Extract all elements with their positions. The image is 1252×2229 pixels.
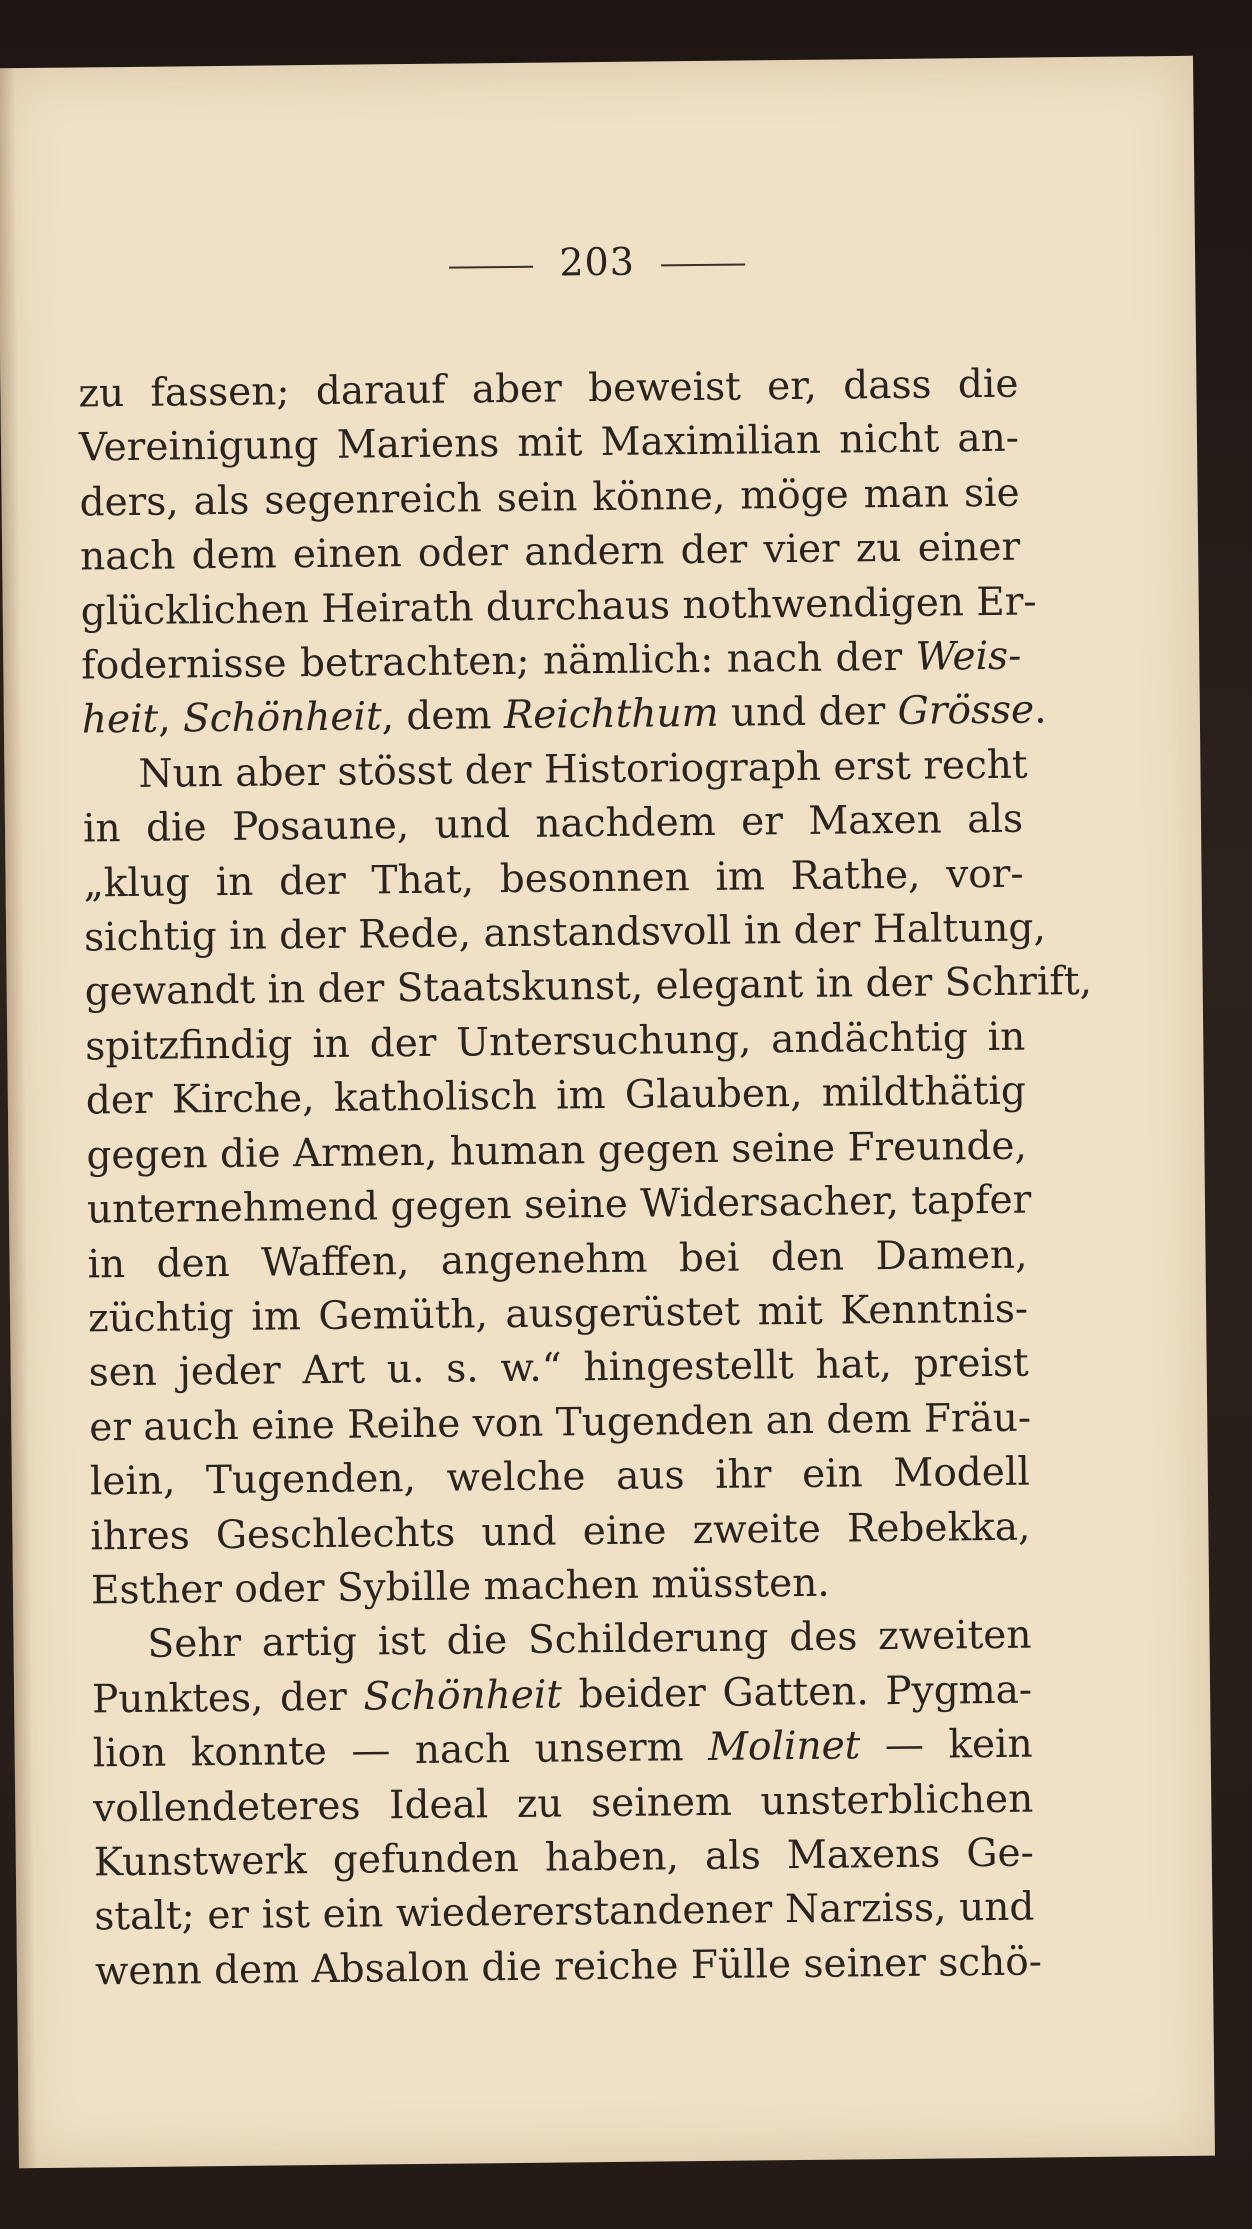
text-run: spitzfindig in der Untersuchung, andächtig in	[85, 1014, 1026, 1070]
text-line	[90, 1500, 1031, 1564]
text-run: vollendeteres Ideal zu seinem unsterblichen	[93, 1776, 1034, 1831]
text-line	[82, 738, 1028, 802]
text-line	[92, 1718, 1033, 1782]
paragraph	[82, 738, 1093, 1618]
text-line	[83, 847, 1024, 911]
text-run: er auch eine Reihe von Tugenden an dem Fräu-	[89, 1395, 1032, 1451]
italic-run: Grösse	[897, 687, 1035, 735]
text-run: glücklichen Heirath durchaus nothwendigen Er-	[80, 579, 1037, 635]
text-line	[86, 1119, 1027, 1183]
text-run: wenn dem Absalon die reiche Fülle seiner schö-	[94, 1939, 1043, 1995]
text-run: ders, als segenreich sein könne, möge man sie	[79, 470, 1020, 526]
text-run: , dem	[381, 693, 505, 740]
text-run: stalt; er ist ein wiedererstandener Narziss, und	[94, 1884, 1035, 1940]
running-head	[0, 234, 1195, 291]
text-run: lion konnte — nach unserm	[92, 1725, 709, 1777]
text-line	[94, 1881, 1035, 1945]
text-run: fodernisse betrachten; nämlich: nach der	[81, 634, 916, 689]
italic-run: Weis-	[915, 633, 1022, 680]
text-line	[81, 630, 1022, 694]
text-line	[92, 1663, 1033, 1727]
italic-run: Molinet	[707, 1723, 861, 1771]
text-run: der Kirche, katholisch im Glauben, mildthätig	[85, 1068, 1027, 1124]
text-line	[80, 575, 1037, 639]
text-line	[88, 1337, 1029, 1401]
text-line	[87, 1228, 1028, 1292]
text-line	[91, 1555, 1032, 1619]
text-line	[85, 1010, 1026, 1074]
text-run: Esther oder Sybille machen müssten.	[90, 1560, 830, 1614]
text-run: in den Waffen, angenehm bei den Damen,	[87, 1232, 1028, 1287]
text-run: züchtig im Gemüth, ausgerüstet mit Kenntnis-	[87, 1286, 1029, 1342]
text-line	[86, 1065, 1027, 1129]
text-run: Punktes, der	[91, 1674, 364, 1723]
text-run: zu fassen; darauf aber beweist er, dass die	[78, 361, 1019, 417]
text-run: sichtig in der Rede, anstandsvoll in der Haltung,	[83, 905, 1046, 961]
body-text	[78, 358, 1093, 2000]
text-line	[94, 1935, 1043, 1999]
text-run: nach dem einen oder andern der vier zu einer	[79, 524, 1021, 580]
text-line	[80, 521, 1021, 585]
text-run: und der	[718, 689, 898, 737]
text-run: ihres Geschlechts und eine zweite Rebekka,	[90, 1504, 1031, 1559]
text-line	[83, 793, 1024, 857]
book-page	[0, 56, 1215, 2168]
text-line	[90, 1446, 1031, 1510]
text-run: Sehr artig ist die Schilderung des zweiten	[147, 1612, 1032, 1668]
text-run: „klug in der That, besonnen im Rathe, vor-	[83, 851, 1024, 907]
text-line	[94, 1827, 1035, 1891]
text-line	[79, 412, 1020, 476]
text-line	[89, 1391, 1030, 1455]
text-run: — kein	[860, 1721, 1033, 1769]
text-line	[93, 1772, 1034, 1836]
header-rule-left	[449, 265, 533, 268]
text-run: sen jeder Art u. s. w.“ hingestellt hat, preist	[88, 1340, 1029, 1396]
text-run: Vereinigung Mariens mit Maximilian nicht an-	[78, 416, 1020, 471]
text-line	[86, 1174, 1032, 1238]
text-line	[79, 466, 1020, 530]
text-run: Kunstwerk gefunden haben, als Maxens Ge-	[93, 1830, 1035, 1886]
text-run: gegen die Armen, human gegen seine Freunde,	[86, 1123, 1028, 1179]
paragraph	[78, 358, 1047, 749]
page-number: 203	[559, 239, 636, 285]
text-line	[81, 684, 1047, 748]
text-run: in die Posaune, und nachdem er Maxen als	[82, 796, 1024, 852]
text-run: Nun aber stösst der Historiograph erst recht	[138, 742, 1028, 797]
text-run: beider Gatten. Pygma-	[561, 1667, 1033, 1718]
italic-run: Schönheit	[182, 694, 382, 742]
italic-run: heit	[81, 697, 159, 743]
paragraph	[91, 1609, 1043, 2000]
italic-run: Reichthum	[503, 691, 719, 739]
text-run: .	[1033, 687, 1047, 733]
header-rule-right	[661, 263, 745, 266]
text-line	[78, 358, 1019, 422]
text-line	[83, 902, 1046, 966]
text-line	[88, 1282, 1029, 1346]
text-run: ,	[157, 696, 184, 743]
text-run: lein, Tugenden, welche aus ihr ein Modell	[89, 1449, 1031, 1505]
text-run: unternehmend gegen seine Widersacher, tapfer	[86, 1177, 1032, 1233]
italic-run: Schönheit	[363, 1672, 563, 1720]
text-line	[91, 1609, 1032, 1673]
text-line	[84, 956, 1093, 1020]
text-run: gewandt in der Staatskunst, elegant in der Schrift,	[84, 959, 1093, 1015]
